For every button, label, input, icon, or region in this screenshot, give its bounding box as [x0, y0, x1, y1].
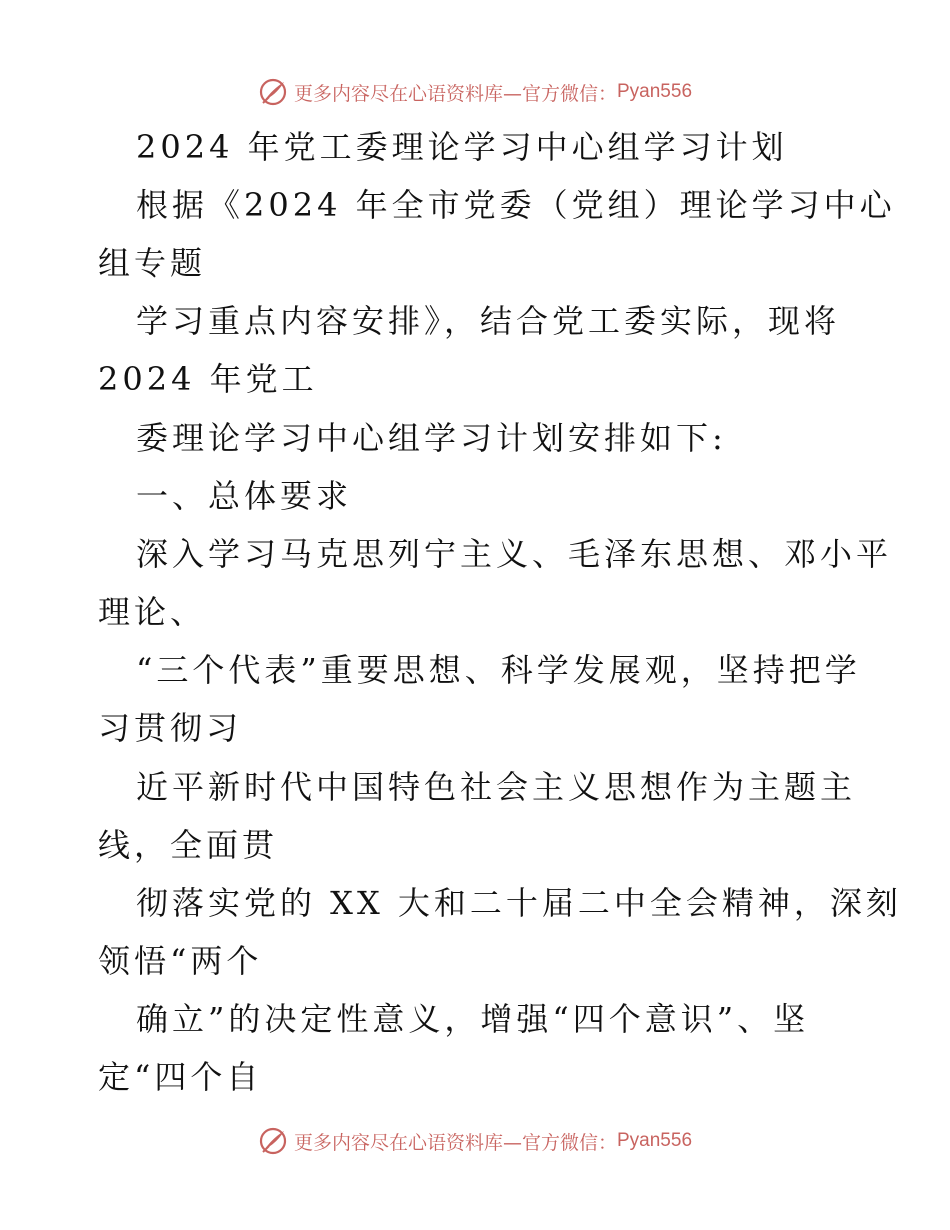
paragraph-line: 彻落实党的 XX 大和二十届二中全会精神，深刻 — [136, 884, 902, 922]
document-title: 2024 年党工委理论学习中心组学习计划 — [136, 128, 788, 166]
header-watermark — [0, 72, 950, 112]
paragraph-line: 习贯彻习 — [98, 709, 243, 747]
section-heading: 一、总体要求 — [136, 477, 353, 515]
paragraph-line: 根据《2024 年全市党委（党组）理论学习中心 — [136, 186, 896, 224]
paragraph-line: 委理论学习中心组学习计划安排如下: — [136, 419, 727, 457]
paragraph-line: 2024 年党工 — [98, 360, 318, 398]
paragraph-line: 深入学习马克思列宁主义、毛泽东思想、邓小平 — [136, 535, 893, 573]
watermark-main-text: 更多内容尽在心语资料库 — [293, 1131, 503, 1154]
paragraph-line: 定“四个自 — [98, 1058, 263, 1096]
paragraph-line: 近平新时代中国特色社会主义思想作为主题主 — [136, 768, 857, 806]
watermark-separator-text: —官方微信： — [502, 82, 617, 105]
watermark-main-text: 更多内容尽在心语资料库 — [293, 82, 503, 105]
paragraph-line: 领悟“两个 — [98, 942, 263, 980]
paragraph-line: 学习重点内容安排》，结合党工委实际，现将 — [136, 302, 841, 340]
quill-pen-logo-icon — [258, 1126, 288, 1156]
watermark-wechat-id: Pyan556 — [617, 81, 693, 102]
quill-pen-logo-icon — [258, 77, 288, 107]
paragraph-line: 组专题 — [98, 244, 207, 282]
paragraph-line: 确立”的决定性意义，增强“四个意识”、坚 — [136, 1000, 810, 1038]
watermark-wechat-id: Pyan556 — [617, 1130, 693, 1151]
watermark-separator-text: —官方微信： — [502, 1131, 617, 1154]
paragraph-line: 理论、 — [98, 593, 207, 631]
paragraph-line: “三个代表”重要思想、科学发展观，坚持把学 — [136, 651, 861, 689]
paragraph-line: 线，全面贯 — [98, 826, 279, 864]
footer-watermark — [0, 1121, 950, 1161]
